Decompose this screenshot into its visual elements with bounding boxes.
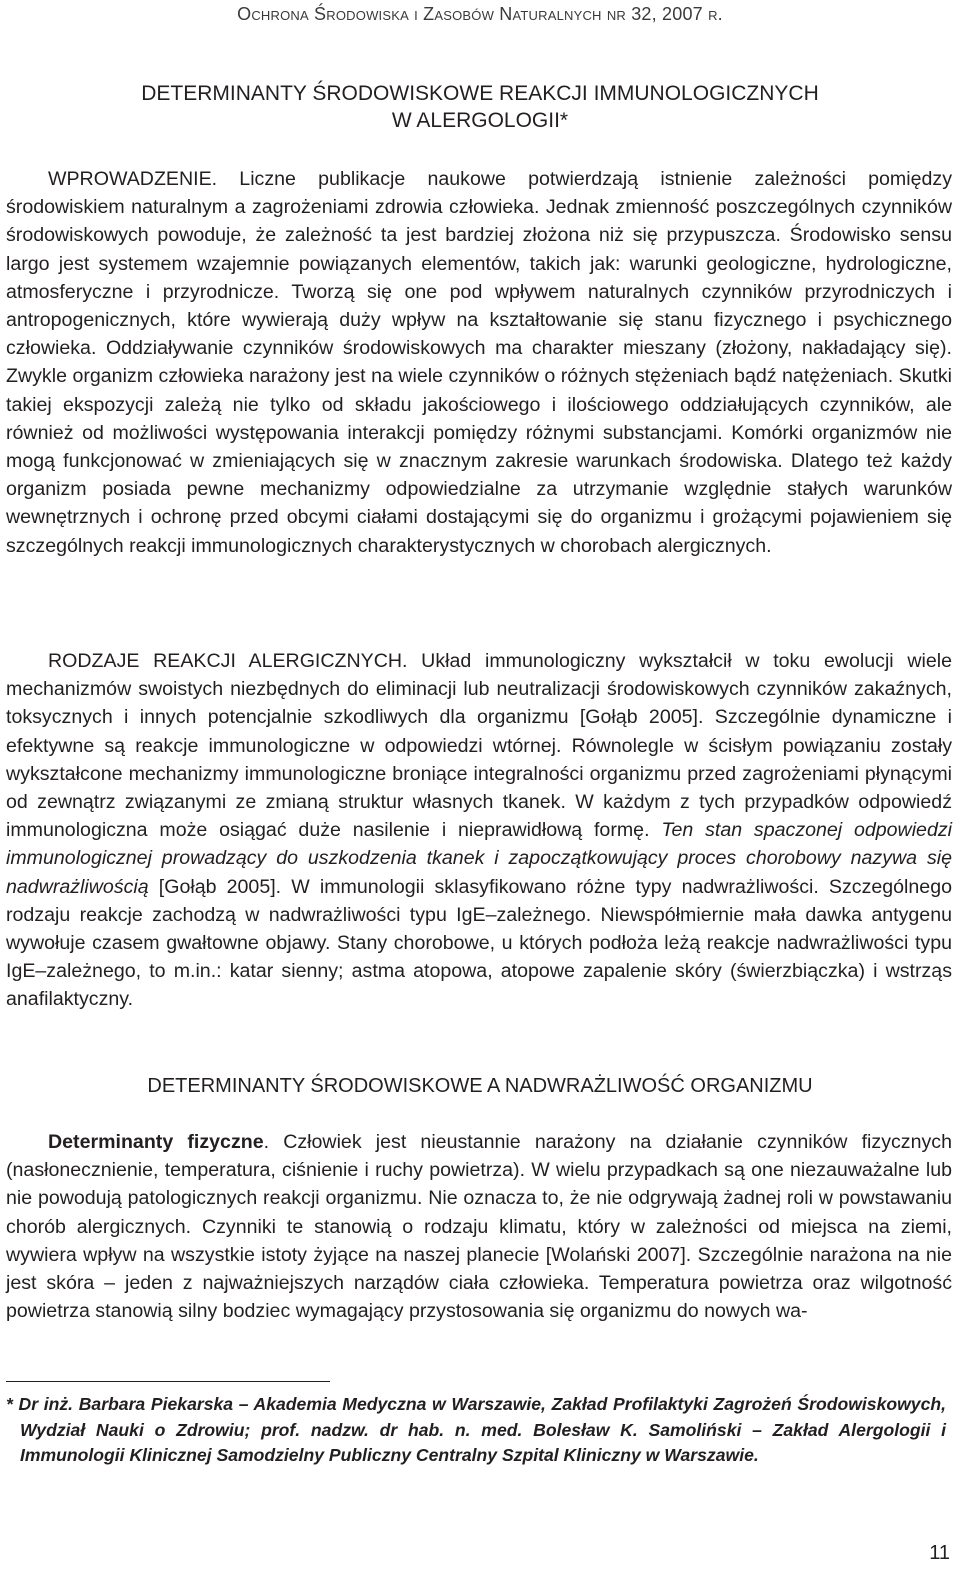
types-text-b: [Gołąb 2005]. W immunologii sklasyfikowano różne typy nadwrażliwości. Szczególnego rodzaju reakcje zachodzą w nadwrażliwości typu IgE–zależnego. Niewspółmiernie mała dawka antygenu wywołuje czasem gwałtowne objawy. Stany chorobowe, u których podłoża leżą reakcje nadwrażliwości typu IgE–zależnego, to m.in.: katar sienny; astma atopowa, atopowe zapalenie skóry (świerzbiączka) i wstrząs anafilaktyczny. [6, 875, 952, 1011]
footnote-text: * Dr inż. Barbara Piekarska – Akademia Medyczna w Warszawie, Zakład Profilaktyki Zagrożeń Środowiskowych, Wydział Nauki o Zdrowiu; prof. nadzw. dr hab. n. med. Bolesław K. Samoliński – Zakład Alergologii i Immunologii Klinicznej Samodzielny Publiczny Centralny Szpital Kliniczny w Warszawie. [6, 1394, 946, 1465]
journal-title: Ochrona Środowiska i Zasobów Naturalnych nr 32, 2007 r. [237, 4, 723, 24]
types-text-a: Układ immunologiczny wykształcił w toku ewolucji wiele mechanizmów swoistych niezbędnych do eliminacji lub neutralizacji środowiskowych czynników zakaźnych, toksycznych i innych potencjalnie szkodliwych dla organizmu [Gołąb 2005]. Szczególnie dynamiczne i efektywne są reakcje immunologiczne w odpowiedzi wtórnej. Równolegle w ścisłym powiązaniu zostały wykształcone mechanizmy immunologiczne broniące integralności organizmu przed zagrożeniami płynącymi od zewnątrz związanymi ze zmianą struktur własnych tkanek. W każdym z tych przypadków odpowiedź immunologiczna może osiągać duże nasilenie i nieprawidłową formę. [6, 650, 952, 842]
footnote [6, 1392, 946, 1469]
section-subheading: DETERMINANTY ŚRODOWISKOWE A NADWRAŻLIWOŚĆ ORGANIZMU [147, 1075, 813, 1097]
title-line-2: W ALERGOLOGII* [391, 109, 569, 132]
types-text-italic: Ten stan spaczonej odpowiedzi immunologicznej prowadzący do uszkodzenia tkanek i zapoczątkowujący proces chorobowy nazywa się nadwrażliwością [6, 819, 952, 898]
determinants-text: . Człowiek jest nieustannie narażony na działanie czynników fizycznych (nasłonecznienie, temperatura, ciśnienie i ruchy powietrza). W wielu przypadkach są one niezauważalne lub nie powodują patologicznych reakcji organizmu. Nie oznacza to, że nie odgrywają żadnej roli w powstawaniu chorób alergicznych. Czynniki te stanowią o rodzaju klimatu, który w zależności od miejsca na ziemi, wywiera wpływ na wszystkie istoty żyjące na naszej planecie [Wolański 2007]. Szczególnie narażona na nie jest skóra – jeden z najważniejszych narządów ciała człowieka. Temperatura powietrza oraz wilgotność powietrza stanowią silny bodziec wymagający przystosowania się organizmu do nowych wa- [6, 1131, 952, 1323]
running-head [0, 4, 960, 25]
page-number: 11 [929, 1542, 950, 1564]
intro-heading: WPROWADZENIE. [48, 168, 218, 190]
intro-paragraph [6, 165, 952, 560]
title-line-1: DETERMINANTY ŚRODOWISKOWE REAKCJI IMMUNOLOGICZNYCH [141, 82, 819, 105]
determinants-paragraph [6, 1128, 952, 1325]
types-heading: RODZAJE REAKCJI ALERGICZNYCH. [48, 650, 408, 672]
types-paragraph [6, 647, 952, 1014]
determinants-lead: Determinanty fizyczne [48, 1131, 264, 1153]
footnote-divider [6, 1381, 330, 1382]
intro-text: Liczne publikacje naukowe potwierdzają istnienie zależności pomiędzy środowiskiem naturalnym a zagrożeniami zdrowia człowieka. Jednak zmienność poszczególnych czynników środowiskowych powoduje, że zależność ta jest bardziej złożona niż się przypuszcza. Środowisko sensu largo jest systemem wzajemnie powiązanych elementów, takich jak: warunki geologiczne, hydrologiczne, atmosferyczne i przyrodnicze. Tworzą się one pod wpływem naturalnych czynników przyrodniczych i antropogenicznych, które wywierają duży wpływ na kształtowanie się stanu fizycznego i psychicznego człowieka. Oddziaływanie czynników środowiskowych ma charakter mieszany (złożony, nakładający się). Zwykle organizm człowieka narażony jest na wiele czynników o różnych stężeniach bądź natężeniach. Skutki takiej ekspozycji zależą nie tylko od składu jakościowego i ilościowego oddziałujących czynników, ale również od możliwości występowania interakcji pomiędzy różnymi substancjami. Komórki organizmów nie mogą funkcjonować w zmieniających się w znacznym zakresie warunkach środowiska. Dlatego też każdy organizm posiada pewne mechanizmy odpowiedzialne za utrzymanie względnie stałych warunków wewnętrznych i ochronę przed obcymi ciałami dostającymi się do organizmu i grożącymi pojawieniem się szczególnych reakcji immunologicznych charakterystycznych w chorobach alergicznych. [6, 168, 952, 557]
article-title [0, 80, 960, 134]
